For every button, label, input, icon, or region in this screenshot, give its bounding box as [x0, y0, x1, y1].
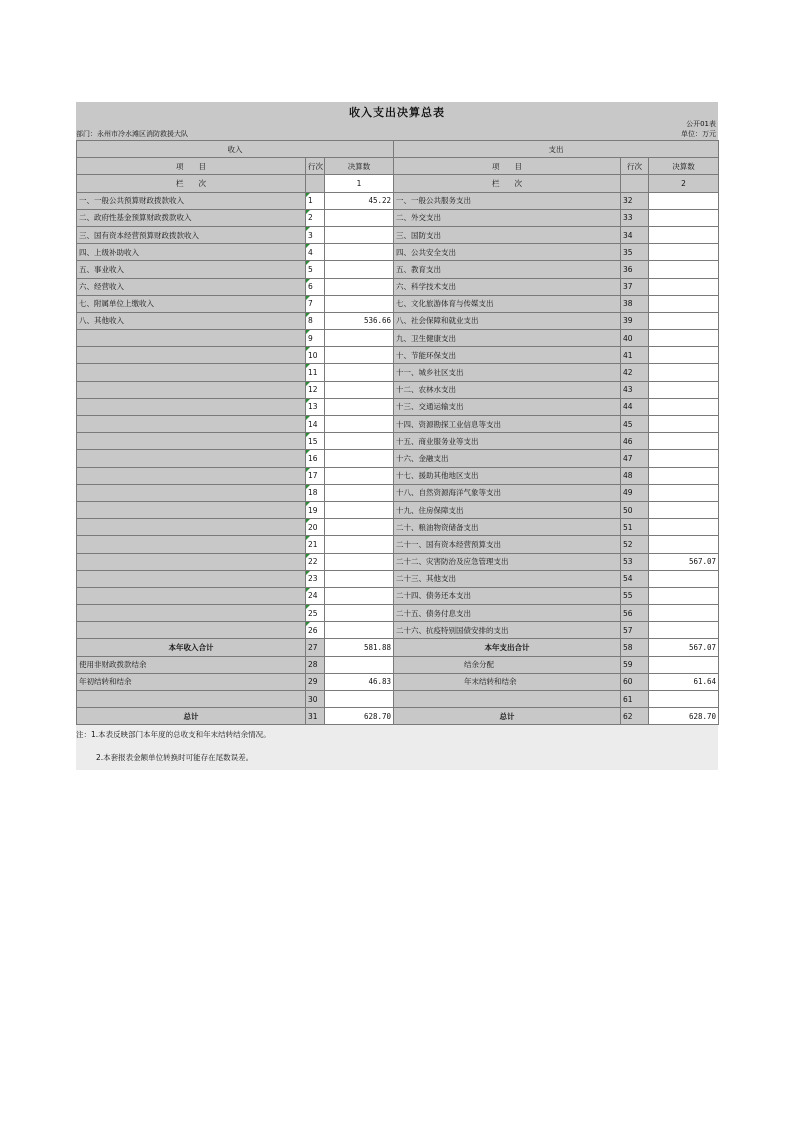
table-row — [77, 209, 719, 226]
income-line-no-cell: 13 — [306, 398, 325, 415]
expense-item-cell: 十九、住房保障支出 — [394, 501, 621, 518]
table-row — [77, 278, 719, 295]
table-row — [77, 484, 719, 501]
table-row — [77, 295, 719, 312]
expense-amount-cell — [649, 570, 719, 587]
income-item-cell — [77, 330, 306, 347]
income-line-no-cell: 14 — [306, 416, 325, 433]
expense-summary-line-no: 59 — [621, 656, 649, 673]
income-amount-cell — [325, 364, 394, 381]
income-summary-line-no: 29 — [306, 673, 325, 690]
income-summary-label — [77, 691, 306, 708]
expense-line-no-cell: 54 — [621, 570, 649, 587]
income-line-no-cell: 12 — [306, 381, 325, 398]
expense-amount-cell — [649, 622, 719, 639]
income-item-cell: 三、国有资本经营预算财政拨款收入 — [77, 226, 306, 243]
expense-summary-amount: 61.64 — [649, 673, 719, 690]
income-amount-cell — [325, 226, 394, 243]
income-amount-cell — [325, 622, 394, 639]
expense-amount-cell — [649, 467, 719, 484]
notes-area — [76, 725, 718, 770]
expense-summary-amount — [649, 691, 719, 708]
expense-line-no-cell: 39 — [621, 312, 649, 329]
income-amount-cell: 536.66 — [325, 312, 394, 329]
income-line-no-cell: 25 — [306, 605, 325, 622]
title-band — [76, 102, 718, 119]
expense-item-cell: 十六、金融支出 — [394, 450, 621, 467]
expense-summary-line-no: 60 — [621, 673, 649, 690]
expense-item-cell: 十三、交通运输支出 — [394, 398, 621, 415]
expense-line-no-cell: 45 — [621, 416, 649, 433]
income-item-cell — [77, 467, 306, 484]
expense-amount-cell — [649, 398, 719, 415]
income-item-cell: 七、附属单位上缴收入 — [77, 295, 306, 312]
expense-line-no-cell: 46 — [621, 433, 649, 450]
income-item-cell — [77, 622, 306, 639]
expense-item-cell: 五、教育支出 — [394, 261, 621, 278]
income-item-cell — [77, 433, 306, 450]
expense-amount-cell — [649, 381, 719, 398]
expense-line-no-cell: 35 — [621, 244, 649, 261]
expense-item-cell: 三、国防支出 — [394, 226, 621, 243]
expense-summary-label: 本年支出合计 — [394, 639, 621, 656]
table-row — [77, 433, 719, 450]
income-summary-line-no: 28 — [306, 656, 325, 673]
income-summary-label: 总计 — [77, 708, 306, 725]
income-summary-amount: 628.70 — [325, 708, 394, 725]
table-row — [77, 416, 719, 433]
expense-amount-cell — [649, 364, 719, 381]
expense-amount-cell — [649, 226, 719, 243]
expense-amount-cell — [649, 433, 719, 450]
table-row — [77, 553, 719, 570]
income-summary-line-no: 31 — [306, 708, 325, 725]
expense-summary-line-no: 58 — [621, 639, 649, 656]
income-summary-label: 使用非财政拨款结余 — [77, 656, 306, 673]
summary-row — [77, 639, 719, 656]
expense-amount-cell — [649, 519, 719, 536]
income-line-no-cell: 19 — [306, 501, 325, 518]
income-amount-cell — [325, 467, 394, 484]
income-line-no-cell: 17 — [306, 467, 325, 484]
expense-amount-cell — [649, 261, 719, 278]
form-number: 公开01表 — [686, 120, 716, 128]
expense-item-cell: 二十六、抗疫特别国债安排的支出 — [394, 622, 621, 639]
table-row — [77, 226, 719, 243]
expense-summary-line-no: 61 — [621, 691, 649, 708]
income-item-cell: 二、政府性基金预算财政拨款收入 — [77, 209, 306, 226]
income-summary-line-no: 30 — [306, 691, 325, 708]
income-amount-cell — [325, 381, 394, 398]
income-item-cell — [77, 587, 306, 604]
income-item-cell: 四、上级补助收入 — [77, 244, 306, 261]
income-item-cell — [77, 416, 306, 433]
expense-line-no-cell: 37 — [621, 278, 649, 295]
table-row — [77, 261, 719, 278]
income-section-header: 收入 — [77, 141, 394, 158]
income-summary-amount — [325, 656, 394, 673]
expense-summary-label: 年末结转和结余 — [394, 673, 621, 690]
income-item-cell: 六、经营收入 — [77, 278, 306, 295]
table-row — [77, 622, 719, 639]
table-row — [77, 330, 719, 347]
income-column-label: 栏 次 — [77, 175, 306, 192]
expense-line-no-cell: 33 — [621, 209, 649, 226]
expense-line-no-cell: 57 — [621, 622, 649, 639]
income-amount-cell — [325, 209, 394, 226]
expense-line-no-cell: 32 — [621, 192, 649, 209]
expense-item-header: 项 目 — [394, 158, 621, 175]
expense-item-cell: 二、外交支出 — [394, 209, 621, 226]
income-line-no-cell: 7 — [306, 295, 325, 312]
table-row — [77, 381, 719, 398]
expense-amount-cell — [649, 416, 719, 433]
report-sheet — [76, 102, 718, 770]
expense-line-no-cell: 52 — [621, 536, 649, 553]
summary-row — [77, 673, 719, 690]
income-amount-cell — [325, 519, 394, 536]
income-line-no-cell: 10 — [306, 347, 325, 364]
income-amount-cell — [325, 587, 394, 604]
table-row — [77, 536, 719, 553]
subheader-band — [76, 119, 718, 140]
income-amount-cell — [325, 484, 394, 501]
expense-line-no-cell: 36 — [621, 261, 649, 278]
income-item-cell: 八、其他收入 — [77, 312, 306, 329]
expense-item-cell: 四、公共安全支出 — [394, 244, 621, 261]
column-header-row — [77, 158, 719, 175]
income-amount-cell — [325, 398, 394, 415]
expense-summary-amount: 628.70 — [649, 708, 719, 725]
income-column-index-blank — [306, 175, 325, 192]
expense-section-header: 支出 — [394, 141, 719, 158]
summary-row — [77, 656, 719, 673]
income-column-index: 1 — [325, 175, 394, 192]
expense-amount-cell — [649, 330, 719, 347]
table-row — [77, 312, 719, 329]
income-line-no-cell: 5 — [306, 261, 325, 278]
income-item-cell — [77, 501, 306, 518]
income-summary-label: 本年收入合计 — [77, 639, 306, 656]
expense-item-cell: 七、文化旅游体育与传媒支出 — [394, 295, 621, 312]
expense-line-no-cell: 41 — [621, 347, 649, 364]
expense-line-no-cell: 43 — [621, 381, 649, 398]
income-amount-cell — [325, 450, 394, 467]
expense-amount-cell — [649, 587, 719, 604]
expense-column-index-blank — [621, 175, 649, 192]
income-line-no-cell: 21 — [306, 536, 325, 553]
expense-amount-cell — [649, 484, 719, 501]
summary-table — [76, 140, 719, 725]
table-row — [77, 398, 719, 415]
expense-item-cell: 十二、农林水支出 — [394, 381, 621, 398]
income-amount-cell — [325, 244, 394, 261]
column-index-row — [77, 175, 719, 192]
expense-item-cell: 二十四、债务还本支出 — [394, 587, 621, 604]
expense-item-cell: 十七、援助其他地区支出 — [394, 467, 621, 484]
income-amount-cell — [325, 330, 394, 347]
table-row — [77, 587, 719, 604]
table-row — [77, 450, 719, 467]
expense-amount-cell — [649, 192, 719, 209]
income-item-cell: 一、一般公共预算财政拨款收入 — [77, 192, 306, 209]
income-item-cell — [77, 570, 306, 587]
expense-amount-cell — [649, 501, 719, 518]
income-line-no-cell: 9 — [306, 330, 325, 347]
table-row — [77, 192, 719, 209]
income-item-cell — [77, 364, 306, 381]
expense-amount-cell: 567.07 — [649, 553, 719, 570]
expense-amount-cell — [649, 244, 719, 261]
income-summary-amount — [325, 691, 394, 708]
expense-item-cell: 二十一、国有资本经营预算支出 — [394, 536, 621, 553]
expense-line-no-cell: 55 — [621, 587, 649, 604]
expense-item-cell: 二十、粮油物资储备支出 — [394, 519, 621, 536]
note-1: 注：1.本表反映部门本年度的总收支和年末结转结余情况。 — [76, 730, 271, 740]
income-summary-amount: 46.83 — [325, 673, 394, 690]
expense-line-no-cell: 44 — [621, 398, 649, 415]
expense-summary-amount — [649, 656, 719, 673]
income-item-cell — [77, 347, 306, 364]
income-amount-cell — [325, 570, 394, 587]
income-amount-cell — [325, 416, 394, 433]
income-line-no-cell: 22 — [306, 553, 325, 570]
income-item-cell — [77, 398, 306, 415]
income-line-no-cell: 20 — [306, 519, 325, 536]
income-line-no-cell: 4 — [306, 244, 325, 261]
income-summary-line-no: 27 — [306, 639, 325, 656]
expense-item-cell: 八、社会保障和就业支出 — [394, 312, 621, 329]
expense-line-no-header: 行次 — [621, 158, 649, 175]
expense-item-cell: 二十五、债务付息支出 — [394, 605, 621, 622]
income-item-cell — [77, 450, 306, 467]
income-item-cell: 五、事业收入 — [77, 261, 306, 278]
expense-summary-label: 结余分配 — [394, 656, 621, 673]
income-summary-amount: 581.88 — [325, 639, 394, 656]
expense-item-cell: 九、卫生健康支出 — [394, 330, 621, 347]
income-line-no-cell: 2 — [306, 209, 325, 226]
income-summary-label: 年初结转和结余 — [77, 673, 306, 690]
expense-line-no-cell: 42 — [621, 364, 649, 381]
income-item-cell — [77, 484, 306, 501]
expense-amount-cell — [649, 347, 719, 364]
note-2: 2.本套报表金额单位转换时可能存在尾数误差。 — [96, 753, 254, 763]
expense-item-cell: 二十二、灾害防治及应急管理支出 — [394, 553, 621, 570]
expense-item-cell: 十一、城乡社区支出 — [394, 364, 621, 381]
income-line-no-cell: 26 — [306, 622, 325, 639]
expense-amount-cell — [649, 295, 719, 312]
income-line-no-cell: 11 — [306, 364, 325, 381]
report-title: 收入支出决算总表 — [349, 106, 445, 119]
income-line-no-cell: 15 — [306, 433, 325, 450]
section-header-row — [77, 141, 719, 158]
income-amount-header: 决算数 — [325, 158, 394, 175]
expense-amount-header: 决算数 — [649, 158, 719, 175]
income-line-no-cell: 16 — [306, 450, 325, 467]
table-row — [77, 347, 719, 364]
expense-item-cell: 十、节能环保支出 — [394, 347, 621, 364]
expense-amount-cell — [649, 278, 719, 295]
income-line-no-cell: 8 — [306, 312, 325, 329]
table-row — [77, 244, 719, 261]
table-row — [77, 519, 719, 536]
table-row — [77, 501, 719, 518]
income-item-cell — [77, 381, 306, 398]
expense-item-cell: 十五、商业服务业等支出 — [394, 433, 621, 450]
income-amount-cell — [325, 501, 394, 518]
expense-line-no-cell: 50 — [621, 501, 649, 518]
income-amount-cell — [325, 536, 394, 553]
expense-column-label: 栏 次 — [394, 175, 621, 192]
expense-summary-label: 总计 — [394, 708, 621, 725]
table-row — [77, 570, 719, 587]
summary-row — [77, 708, 719, 725]
income-amount-cell — [325, 261, 394, 278]
expense-item-cell: 十四、资源勘探工业信息等支出 — [394, 416, 621, 433]
expense-line-no-cell: 49 — [621, 484, 649, 501]
income-item-cell — [77, 536, 306, 553]
expense-line-no-cell: 34 — [621, 226, 649, 243]
income-amount-cell — [325, 605, 394, 622]
expense-line-no-cell: 56 — [621, 605, 649, 622]
expense-line-no-cell: 40 — [621, 330, 649, 347]
expense-amount-cell — [649, 536, 719, 553]
expense-amount-cell — [649, 450, 719, 467]
income-amount-cell — [325, 295, 394, 312]
income-amount-cell — [325, 278, 394, 295]
expense-item-cell: 十八、自然资源海洋气象等支出 — [394, 484, 621, 501]
table-row — [77, 467, 719, 484]
expense-item-cell: 二十三、其他支出 — [394, 570, 621, 587]
expense-amount-cell — [649, 312, 719, 329]
expense-column-index: 2 — [649, 175, 719, 192]
income-line-no-cell: 23 — [306, 570, 325, 587]
income-amount-cell — [325, 347, 394, 364]
expense-summary-label — [394, 691, 621, 708]
summary-row — [77, 691, 719, 708]
income-amount-cell — [325, 433, 394, 450]
income-amount-cell: 45.22 — [325, 192, 394, 209]
income-line-no-cell: 1 — [306, 192, 325, 209]
income-item-cell — [77, 519, 306, 536]
income-item-cell — [77, 553, 306, 570]
expense-line-no-cell: 53 — [621, 553, 649, 570]
expense-line-no-cell: 48 — [621, 467, 649, 484]
expense-amount-cell — [649, 209, 719, 226]
income-item-header: 项 目 — [77, 158, 306, 175]
expense-summary-amount: 567.07 — [649, 639, 719, 656]
department-label: 部门：永州市冷水滩区消防救援大队 — [76, 130, 188, 138]
table-row — [77, 364, 719, 381]
expense-line-no-cell: 38 — [621, 295, 649, 312]
income-line-no-cell: 3 — [306, 226, 325, 243]
expense-line-no-cell: 47 — [621, 450, 649, 467]
expense-item-cell: 一、一般公共服务支出 — [394, 192, 621, 209]
income-line-no-cell: 24 — [306, 587, 325, 604]
table-row — [77, 605, 719, 622]
expense-line-no-cell: 51 — [621, 519, 649, 536]
income-line-no-cell: 18 — [306, 484, 325, 501]
income-line-no-cell: 6 — [306, 278, 325, 295]
income-item-cell — [77, 605, 306, 622]
expense-summary-line-no: 62 — [621, 708, 649, 725]
income-line-no-header: 行次 — [306, 158, 325, 175]
unit-label: 单位：万元 — [681, 130, 716, 138]
expense-amount-cell — [649, 605, 719, 622]
expense-item-cell: 六、科学技术支出 — [394, 278, 621, 295]
income-amount-cell — [325, 553, 394, 570]
